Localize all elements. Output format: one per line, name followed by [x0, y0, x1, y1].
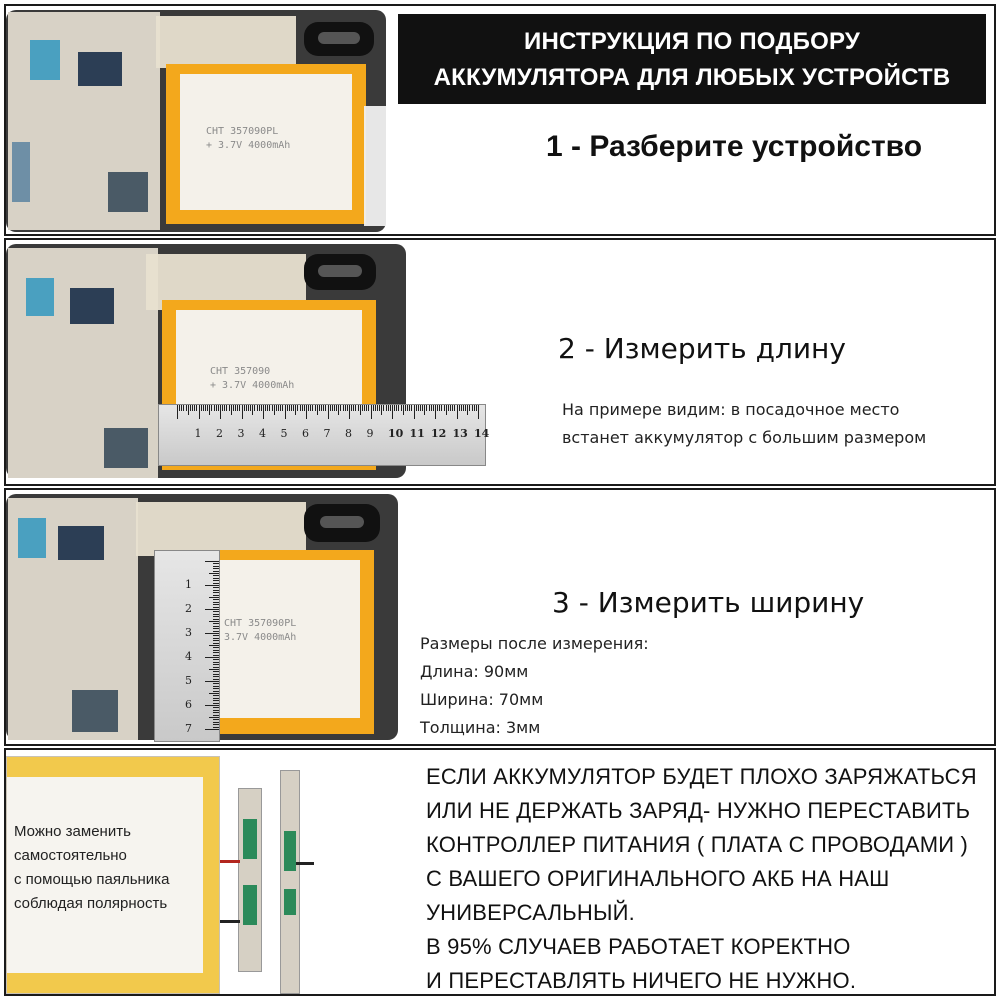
- ruler-number: 1: [194, 427, 202, 440]
- ruler-tick: [205, 405, 206, 411]
- ruler-tick: [429, 405, 430, 411]
- ruler-tick: [394, 405, 395, 411]
- measurements-title: Размеры после измерения:: [420, 634, 649, 653]
- ruler-tick: [312, 405, 313, 411]
- photo-disassembled-device: [6, 6, 391, 234]
- ruler-tick: [222, 405, 223, 411]
- ruler-tick: [177, 405, 178, 419]
- step-2-note-line-1: На примере видим: в посадочное место: [562, 400, 900, 419]
- ruler-tick: [366, 405, 367, 411]
- ruler-tick: [213, 592, 219, 593]
- ruler-tick: [345, 405, 346, 411]
- ruler-tick: [213, 683, 219, 684]
- ruler-tick: [276, 405, 277, 411]
- ruler-tick: [280, 405, 281, 411]
- ruler-tick: [213, 583, 219, 584]
- ruler-tick: [375, 405, 376, 411]
- ruler-tick: [213, 722, 219, 723]
- ruler-tick: [213, 727, 219, 728]
- title-line-2: АККУМУЛЯТОРА ДЛЯ ЛЮБЫХ УСТРОЙСТВ: [433, 64, 951, 91]
- ruler-tick: [213, 671, 219, 672]
- ruler-tick: [405, 405, 406, 411]
- ruler-tick: [310, 405, 311, 411]
- ruler-tick: [272, 405, 273, 411]
- ruler-tick: [235, 405, 236, 411]
- ruler-tick: [261, 405, 262, 411]
- ruler-tick: [209, 621, 219, 622]
- ruler-tick: [304, 405, 305, 411]
- ruler-tick: [360, 405, 361, 415]
- ruler-tick: [474, 405, 475, 411]
- ruler-tick: [269, 405, 270, 411]
- ruler-tick: [213, 659, 219, 660]
- ruler-tick: [213, 655, 219, 656]
- ruler-tick: [252, 405, 253, 415]
- ruler-tick: [229, 405, 230, 411]
- ruler-tick: [209, 717, 219, 718]
- ruler-tick: [194, 405, 195, 411]
- ruler-tick: [213, 638, 219, 639]
- ruler-tick: [214, 405, 215, 411]
- ruler-tick: [213, 604, 219, 605]
- ruler-tick: [213, 575, 219, 576]
- ruler-tick: [433, 405, 434, 411]
- panel-step-1: [4, 4, 996, 236]
- ruler-tick: [308, 405, 309, 411]
- ruler-tick: [454, 405, 455, 411]
- step-1-heading: 1 - Разберите устройство: [546, 130, 923, 163]
- warning-line-2: ИЛИ НЕ ДЕРЖАТЬ ЗАРЯД- НУЖНО ПЕРЕСТАВИТЬ: [426, 798, 971, 823]
- ruler-tick: [450, 405, 451, 411]
- ruler-tick: [368, 405, 369, 411]
- ruler-tick: [424, 405, 425, 415]
- ruler-tick: [420, 405, 421, 411]
- ruler-tick: [209, 669, 219, 670]
- ruler-tick: [418, 405, 419, 411]
- ruler-tick: [226, 405, 227, 411]
- ruler-tick: [183, 405, 184, 411]
- ruler-tick: [213, 662, 219, 663]
- battery-label-line1: CHT 357090PL: [224, 618, 297, 629]
- ruler-tick: [373, 405, 374, 411]
- ruler-tick: [188, 405, 189, 415]
- warning-line-4: С ВАШЕГО ОРИГИНАЛЬНОГО АКБ НА НАШ: [426, 866, 890, 891]
- ruler-tick: [209, 573, 219, 574]
- ruler-tick: [297, 405, 298, 411]
- ruler-tick: [390, 405, 391, 411]
- ruler-tick: [213, 628, 219, 629]
- ruler-tick: [358, 405, 359, 411]
- ruler-number: 5: [280, 427, 288, 440]
- ruler-tick: [435, 405, 436, 419]
- ruler-tick: [190, 405, 191, 411]
- ruler-tick: [349, 405, 350, 419]
- ruler-tick: [203, 405, 204, 411]
- ruler-tick: [388, 405, 389, 411]
- ruler-tick: [209, 405, 210, 415]
- ruler-tick: [371, 405, 372, 419]
- ruler-tick: [336, 405, 337, 411]
- ruler-tick: [213, 635, 219, 636]
- ruler-tick: [201, 405, 202, 411]
- ruler-tick: [205, 705, 219, 706]
- ruler-tick: [351, 405, 352, 411]
- ruler-tick: [250, 405, 251, 411]
- ruler-number: 14: [474, 427, 490, 440]
- step-2-heading: 2 - Измерить длину: [558, 332, 846, 365]
- ruler-tick: [465, 405, 466, 411]
- ruler-number: 10: [388, 427, 404, 440]
- ruler-tick: [220, 405, 221, 419]
- ruler-tick: [224, 405, 225, 411]
- ruler-number: 4: [185, 650, 192, 663]
- ruler-tick: [332, 405, 333, 411]
- ruler-number: 11: [409, 427, 425, 440]
- ruler-tick: [213, 626, 219, 627]
- ruler-tick: [211, 405, 212, 411]
- ruler-tick: [411, 405, 412, 411]
- ruler-tick: [213, 698, 219, 699]
- ruler-tick: [478, 405, 479, 419]
- ruler-tick: [213, 676, 219, 677]
- replace-note-line-4: соблюдая полярность: [14, 895, 168, 912]
- ruler-tick: [353, 405, 354, 411]
- ruler-tick: [181, 405, 182, 411]
- ruler-tick: [205, 609, 219, 610]
- replace-note-line-1: Можно заменить: [14, 823, 131, 840]
- ruler-tick: [289, 405, 290, 411]
- ruler-tick: [328, 405, 329, 419]
- ruler-tick: [213, 631, 219, 632]
- ruler-tick: [340, 405, 341, 411]
- ruler-tick: [213, 580, 219, 581]
- ruler-tick: [248, 405, 249, 411]
- ruler-tick: [205, 585, 219, 586]
- warning-line-1: ЕСЛИ АККУМУЛЯТОР БУДЕТ ПЛОХО ЗАРЯЖАТЬСЯ: [426, 764, 977, 789]
- ruler-number: 6: [185, 698, 192, 711]
- ruler-tick: [205, 657, 219, 658]
- ruler-tick: [186, 405, 187, 411]
- ruler-tick: [472, 405, 473, 411]
- ruler-tick: [213, 640, 219, 641]
- ruler-tick: [330, 405, 331, 411]
- ruler-tick: [213, 599, 219, 600]
- ruler-tick: [213, 650, 219, 651]
- ruler-tick: [237, 405, 238, 411]
- ruler-tick: [209, 693, 219, 694]
- ruler-tick: [452, 405, 453, 411]
- title-banner: [398, 14, 986, 104]
- ruler-tick: [334, 405, 335, 411]
- replace-yourself-note: [14, 820, 169, 916]
- charging-warning: [426, 760, 977, 998]
- ruler-tick: [300, 405, 301, 411]
- ruler-tick: [381, 405, 382, 415]
- ruler-tick: [231, 405, 232, 415]
- ruler-tick: [213, 679, 219, 680]
- ruler-tick: [213, 568, 219, 569]
- warning-line-7: И ПЕРЕСТАВЛЯТЬ НИЧЕГО НЕ НУЖНО.: [426, 968, 857, 993]
- ruler-tick: [267, 405, 268, 411]
- battery-label-line2: + 3.7V 4000mAh: [206, 140, 291, 151]
- ruler-tick: [213, 652, 219, 653]
- ruler-tick: [437, 405, 438, 411]
- ruler-number: 9: [366, 427, 374, 440]
- ruler-tick: [321, 405, 322, 411]
- ruler-tick: [431, 405, 432, 411]
- ruler-tick: [343, 405, 344, 411]
- ruler-tick: [239, 405, 240, 411]
- length-value: Длина: 90мм: [420, 662, 529, 681]
- ruler-number: 4: [259, 427, 266, 440]
- ruler-tick: [213, 695, 219, 696]
- ruler-tick: [409, 405, 410, 411]
- ruler-tick: [285, 405, 286, 419]
- horizontal-ruler: [158, 404, 490, 466]
- ruler-tick: [213, 710, 219, 711]
- ruler-number: 6: [302, 427, 309, 440]
- vertical-ruler: [154, 550, 220, 742]
- measurement-results: [420, 630, 649, 742]
- photo-measure-length: [6, 240, 496, 484]
- ruler-number: 2: [216, 427, 223, 440]
- ruler-tick: [403, 405, 404, 415]
- ruler-number: 3: [185, 626, 192, 639]
- warning-line-3: КОНТРОЛЛЕР ПИТАНИЯ ( ПЛАТА С ПРОВОДАМИ ): [426, 832, 969, 857]
- ruler-tick: [444, 405, 445, 411]
- ruler-tick: [441, 405, 442, 411]
- ruler-number: 2: [185, 602, 192, 615]
- ruler-tick: [459, 405, 460, 411]
- ruler-number: 13: [452, 427, 468, 440]
- ruler-tick: [325, 405, 326, 411]
- ruler-tick: [386, 405, 387, 411]
- ruler-tick: [213, 595, 219, 596]
- ruler-tick: [213, 707, 219, 708]
- ruler-number: 12: [431, 427, 447, 440]
- ruler-tick: [355, 405, 356, 411]
- ruler-tick: [213, 587, 219, 588]
- ruler-tick: [319, 405, 320, 411]
- ruler-tick: [213, 590, 219, 591]
- ruler-tick: [196, 405, 197, 411]
- ruler-number: 1: [185, 578, 192, 591]
- replace-note-line-3: с помощью паяльника: [14, 871, 170, 888]
- ruler-tick: [362, 405, 363, 411]
- ruler-tick: [213, 664, 219, 665]
- ruler-number: 5: [185, 674, 192, 687]
- ruler-tick: [213, 619, 219, 620]
- ruler-tick: [205, 681, 219, 682]
- ruler-tick: [213, 688, 219, 689]
- thickness-value: Толщина: 3мм: [420, 718, 541, 737]
- ruler-tick: [392, 405, 393, 419]
- warning-line-5: УНИВЕРСАЛЬНЫЙ.: [426, 900, 635, 925]
- ruler-tick: [257, 405, 258, 411]
- ruler-tick: [213, 578, 219, 579]
- ruler-tick: [463, 405, 464, 411]
- ruler-tick: [179, 405, 180, 411]
- ruler-tick: [407, 405, 408, 411]
- ruler-tick: [213, 691, 219, 692]
- ruler-tick: [416, 405, 417, 411]
- ruler-tick: [338, 405, 339, 415]
- width-value: Ширина: 70мм: [420, 690, 544, 709]
- ruler-tick: [274, 405, 275, 415]
- ruler-tick: [213, 571, 219, 572]
- ruler-tick: [302, 405, 303, 411]
- ruler-tick: [213, 700, 219, 701]
- ruler-tick: [207, 405, 208, 411]
- battery-label-line2: 3.7V 4000mAh: [224, 632, 297, 643]
- ruler-tick: [213, 703, 219, 704]
- ruler-tick: [254, 405, 255, 411]
- ruler-tick: [439, 405, 440, 411]
- battery-label-line2: + 3.7V 4000mAh: [210, 380, 295, 391]
- ruler-number: 7: [185, 722, 192, 735]
- ruler-tick: [422, 405, 423, 411]
- panel-step-2: [4, 238, 996, 486]
- ruler-tick: [213, 667, 219, 668]
- ruler-tick: [213, 715, 219, 716]
- ruler-tick: [213, 607, 219, 608]
- ruler-tick: [192, 405, 193, 411]
- ruler-tick: [213, 566, 219, 567]
- ruler-tick: [213, 611, 219, 612]
- ruler-tick: [213, 563, 219, 564]
- ruler-tick: [205, 729, 219, 730]
- ruler-tick: [379, 405, 380, 411]
- ruler-tick: [364, 405, 365, 411]
- ruler-tick: [244, 405, 245, 411]
- ruler-tick: [199, 405, 200, 419]
- ruler-tick: [476, 405, 477, 411]
- step-3-heading: 3 - Измерить ширину: [552, 586, 865, 619]
- ruler-tick: [233, 405, 234, 411]
- ruler-tick: [377, 405, 378, 411]
- ruler-tick: [293, 405, 294, 411]
- ruler-tick: [213, 623, 219, 624]
- ruler-tick: [213, 643, 219, 644]
- ruler-tick: [205, 561, 219, 562]
- ruler-tick: [242, 405, 243, 419]
- ruler-tick: [446, 405, 447, 415]
- replace-note-line-2: самостоятельно: [14, 847, 127, 864]
- ruler-tick: [213, 614, 219, 615]
- ruler-tick: [213, 647, 219, 648]
- ruler-tick: [323, 405, 324, 411]
- photo-measure-width: [6, 490, 406, 744]
- ruler-number: 7: [323, 427, 331, 440]
- step-2-note-line-2: встанет аккумулятор с большим размером: [562, 428, 927, 447]
- ruler-tick: [265, 405, 266, 411]
- ruler-tick: [213, 674, 219, 675]
- ruler-tick: [295, 405, 296, 415]
- ruler-tick: [291, 405, 292, 411]
- ruler-tick: [287, 405, 288, 411]
- ruler-tick: [282, 405, 283, 411]
- ruler-tick: [209, 597, 219, 598]
- ruler-tick: [426, 405, 427, 411]
- ruler-tick: [448, 405, 449, 411]
- ruler-tick: [213, 686, 219, 687]
- title-line-1: ИНСТРУКЦИЯ ПО ПОДБОРУ: [524, 28, 860, 55]
- ruler-tick: [213, 602, 219, 603]
- ruler-tick: [398, 405, 399, 411]
- ruler-tick: [383, 405, 384, 411]
- ruler-tick: [396, 405, 397, 411]
- ruler-tick: [461, 405, 462, 411]
- ruler-tick: [213, 712, 219, 713]
- battery-label-line1: CHT 357090PL: [206, 126, 279, 137]
- ruler-tick: [315, 405, 316, 411]
- ruler-tick: [213, 724, 219, 725]
- ruler-tick: [209, 645, 219, 646]
- ruler-tick: [469, 405, 470, 411]
- ruler-tick: [414, 405, 415, 419]
- ruler-number: 3: [237, 427, 245, 440]
- battery-label-line1: CHT 357090: [210, 366, 271, 377]
- ruler-tick: [317, 405, 318, 415]
- ruler-tick: [218, 405, 219, 411]
- ruler-number: 8: [345, 427, 352, 440]
- ruler-tick: [263, 405, 264, 419]
- ruler-tick: [347, 405, 348, 411]
- ruler-tick: [457, 405, 458, 419]
- warning-line-6: В 95% СЛУЧАЕВ РАБОТАЕТ КОРЕКТНО: [426, 934, 851, 959]
- ruler-tick: [213, 719, 219, 720]
- ruler-tick: [467, 405, 468, 415]
- ruler-tick: [246, 405, 247, 411]
- ruler-tick: [213, 616, 219, 617]
- ruler-tick: [306, 405, 307, 419]
- ruler-tick: [216, 405, 217, 411]
- ruler-tick: [278, 405, 279, 411]
- ruler-tick: [259, 405, 260, 411]
- ruler-tick: [401, 405, 402, 411]
- ruler-tick: [205, 633, 219, 634]
